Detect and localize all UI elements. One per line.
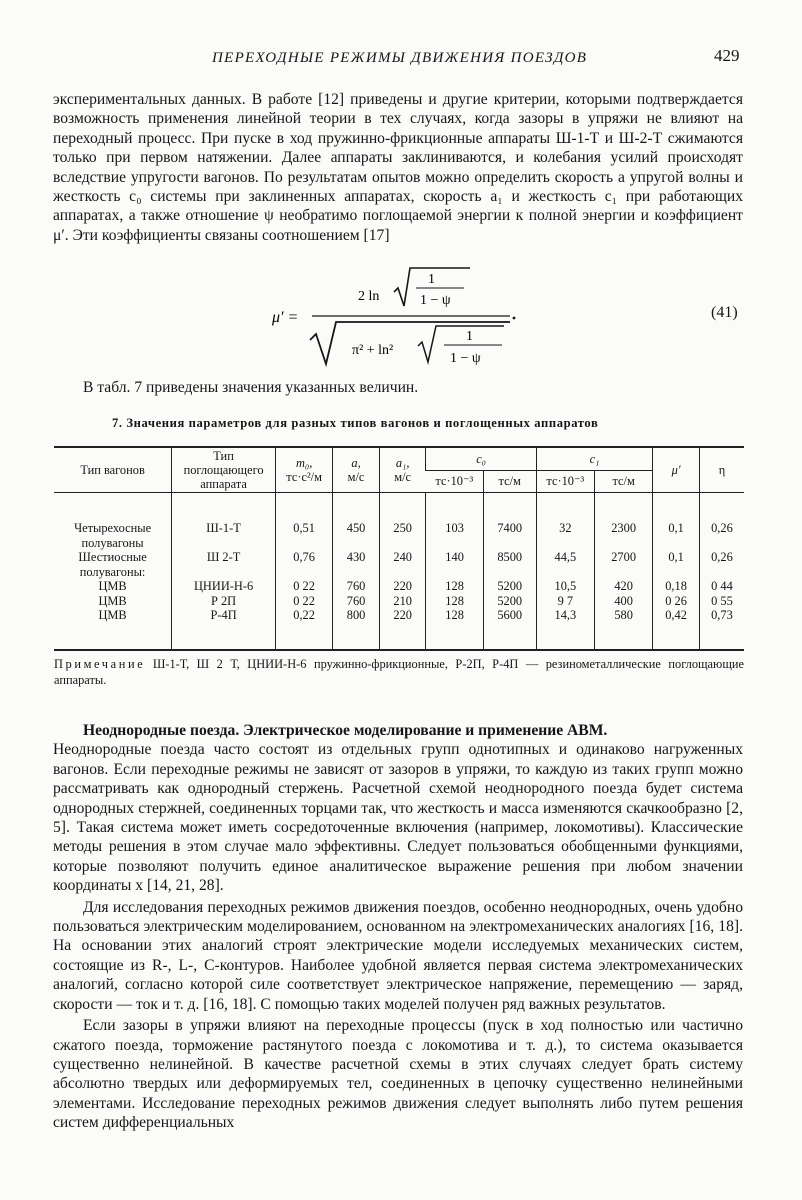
cell-a1: 220 <box>379 608 426 650</box>
cell-mu: 0 26 <box>653 594 700 609</box>
header-c0-symbol: c₀ <box>476 451 486 466</box>
cell-c0b: 8500 <box>483 550 536 579</box>
cell-c1a: 9 7 <box>536 594 594 609</box>
note-label: Примечание <box>54 657 146 671</box>
cell-a1: 210 <box>379 594 426 609</box>
cell-a: 430 <box>333 550 380 579</box>
header-m0-symbol: m₀, <box>295 456 313 470</box>
page-header <box>0 46 802 72</box>
cell-eta: 0,26 <box>699 550 744 579</box>
cell-m0: 0,22 <box>276 608 333 650</box>
cell-absorber: Ш-1-Т <box>172 493 276 551</box>
header-a-unit: м/с <box>347 470 365 484</box>
table-intro-paragraph <box>53 378 743 397</box>
header-row-top <box>54 447 744 470</box>
header-c0-unit-2: тс/м <box>483 470 536 492</box>
cell-eta: 0,73 <box>699 608 744 650</box>
section-heading: Неоднородные поезда. Электрическое моделирование и применение АВМ. <box>83 722 608 739</box>
cell-c0b: 5200 <box>483 594 536 609</box>
header-a1 <box>379 447 426 493</box>
header-a <box>333 447 380 493</box>
header-a-symbol: a, <box>351 456 361 470</box>
cell-c0a: 128 <box>426 594 483 609</box>
cell-a1: 220 <box>379 579 426 594</box>
cell-wagon: ЦМВ <box>98 579 127 593</box>
cell-c1a: 10,5 <box>536 579 594 594</box>
intro-paragraph <box>53 90 743 245</box>
denominator-pi-sq-plus: π² + ln² <box>352 343 394 358</box>
cell-eta: 0,26 <box>699 493 744 551</box>
header-eta: η <box>699 447 744 493</box>
cell-m0: 0 22 <box>276 594 333 609</box>
cell-wagon: ЦМВ <box>98 608 127 622</box>
cell-a1: 250 <box>379 493 426 551</box>
header-c0-unit-1: тс·10⁻³ <box>426 470 483 492</box>
cell-eta: 0 55 <box>699 594 744 609</box>
cell-mu: 0,1 <box>653 550 700 579</box>
cell-m0: 0,51 <box>276 493 333 551</box>
table-row <box>54 550 744 579</box>
table-row <box>54 594 744 609</box>
cell-c0a: 103 <box>426 493 483 551</box>
header-absorber-type: Тип поглощающего аппарата <box>172 447 276 493</box>
cell-c1b: 2700 <box>594 550 652 579</box>
header-a1-unit: м/с <box>394 470 412 484</box>
cell-absorber: ЦНИИ-Н-6 <box>172 579 276 594</box>
formula-lhs: μ′ = <box>272 309 299 326</box>
cell-c0b: 7400 <box>483 493 536 551</box>
denominator-one-minus-psi: 1 − ψ <box>450 351 481 366</box>
cell-mu: 0,42 <box>653 608 700 650</box>
cell-a: 760 <box>333 594 380 609</box>
header-mu <box>653 447 700 493</box>
header-m0 <box>276 447 333 493</box>
cell-wagon: Четырехосные полувагоны <box>74 521 152 550</box>
cell-m0: 0 22 <box>276 579 333 594</box>
cell-a: 800 <box>333 608 380 650</box>
header-c1-unit-1: тс·10⁻³ <box>536 470 594 492</box>
cell-c1a: 44,5 <box>536 550 594 579</box>
cell-c0a: 128 <box>426 579 483 594</box>
cell-eta: 0 44 <box>699 579 744 594</box>
table-row <box>54 493 744 551</box>
cell-a: 760 <box>333 579 380 594</box>
header-c0 <box>426 447 536 470</box>
section-body <box>53 721 743 1133</box>
cell-c0a: 128 <box>426 608 483 650</box>
cell-c1b: 2300 <box>594 493 652 551</box>
running-title: ПЕРЕХОДНЫЕ РЕЖИМЫ ДВИЖЕНИЯ ПОЕЗДОВ <box>212 50 588 66</box>
cell-m0: 0,76 <box>276 550 333 579</box>
header-c1-symbol: c₁ <box>589 451 600 466</box>
header-c1-unit-2: тс/м <box>594 470 652 492</box>
parameters-table <box>54 446 744 651</box>
cell-wagon: Шестиосные полувагоны: <box>78 550 147 579</box>
cell-absorber: Р 2П <box>172 594 276 609</box>
table-caption: 7. Значения параметров для разных типов вагонов и поглощенных аппаратов <box>112 416 599 430</box>
numerator-one-minus-psi: 1 − ψ <box>420 293 451 308</box>
cell-wagon: ЦМВ <box>98 593 127 608</box>
table-note <box>54 657 744 688</box>
formula-41 <box>270 262 530 374</box>
cell-mu: 0,18 <box>653 579 700 594</box>
intro-text: экспериментальных данных. В работе [12] приведены и другие критерии, которыми подтверждается возможность применения линейной теории в тех случаях, когда зазоры в упряжи не влияют на переходный процесс. При пуске в ход пружинно-фрикционные аппараты Ш-1-Т и Ш-2-Т сжимаются только при первом натяжении. Далее аппараты заклиниваются, и колебания усилий происходят вследствие упругости вагонов. По результатам опытов можно определить скорость a упругой волны и жесткость c₀ системы при заклиненных аппаратах, скорость a₁ и жесткость c₁ при работающих аппаратах, а также отношение ψ необратимо поглощаемой энергии к полной энергии и коэффициент μ′. Эти коэффициенты связаны соотношением [17] <box>53 91 743 244</box>
cell-c1b: 400 <box>594 594 652 609</box>
cell-c1b: 420 <box>594 579 652 594</box>
numerator-one: 1 <box>428 272 435 287</box>
cell-absorber: Р-4П <box>172 608 276 650</box>
table-row <box>54 579 744 594</box>
cell-a1: 240 <box>379 550 426 579</box>
cell-c0b: 5200 <box>483 579 536 594</box>
cell-c1a: 14,3 <box>536 608 594 650</box>
table-row <box>54 608 744 650</box>
cell-mu: 0,1 <box>653 493 700 551</box>
equation-number: (41) <box>711 304 738 321</box>
table-intro-text: В табл. 7 приведены значения указанных величин. <box>83 379 419 396</box>
denominator-one: 1 <box>466 329 473 344</box>
formula-period <box>513 317 516 320</box>
cell-c1a: 32 <box>536 493 594 551</box>
page-number: 429 <box>714 46 740 65</box>
header-m0-unit: тс·с²/м <box>286 470 322 484</box>
cell-absorber: Ш 2-Т <box>172 550 276 579</box>
note-text: Ш-1-Т, Ш 2 Т, ЦНИИ-Н-6 пружинно-фрикционные, Р-2П, Р-4П — резинометаллические поглощающие аппараты. <box>54 657 744 687</box>
header-a1-symbol: a₁, <box>395 456 410 470</box>
header-c1 <box>536 447 653 470</box>
cell-c1b: 580 <box>594 608 652 650</box>
section-paragraph-2: Для исследования переходных режимов движения поездов, особенно неоднородных, очень удобно пользоваться электрическим моделированием, основанном на электромеханических аналогиях [16, 18]. На основании этих аналогий строят электрические модели исследуемых механических систем, состоящие из R-, L-, C-контуров. Наиболее удобной является первая система электромеханических аналогий, согласно которой силе соответствует электрическое напряжение, перемещению — заряд, скорости — ток и т. д. [16, 18]. С помощью таких моделей получен ряд важных результатов. <box>53 898 743 1013</box>
cell-a: 450 <box>333 493 380 551</box>
header-wagon-type: Тип вагонов <box>54 447 172 493</box>
header-mu-symbol: μ′ <box>671 463 681 477</box>
cell-c0b: 5600 <box>483 608 536 650</box>
section-paragraph-3: Если зазоры в упряжи влияют на переходные процессы (пуск в ход полностью или частично сжатого поезда, торможение растянутого поезда с локомотива и т. д.), то система оказывается существенно нелинейной. В качестве расчетной схемы в этих случаях следует брать систему абсолютно твердых или деформируемых тел, соединенных в цепочку существенно нелинейными элементами. Исследование переходных режимов движения следует выполнять либо путем решения систем дифференциальных <box>53 1017 743 1132</box>
cell-c0a: 140 <box>426 550 483 579</box>
section-paragraph-1: Неоднородные поезда часто состоят из отдельных групп однотипных и одинаково нагруженных вагонов. Если переходные режимы не зависят от зазоров в упряжи, то каждую из таких групп можно рассматривать как однородный стержень. Расчетной схемой неоднородного поезда будет система однородных стержней, соединенных торцами так, что жесткость и масса изменяются скачкообразно [2, 5]. Такая система может иметь сосредоточенные включения (например, локомотивы). Классические методы решения в этом случае мало эффективны. Следует пользоваться обобщенными функциями, которые позволяют получить единое аналитическое выражение решения при любом значении координаты x [14, 21, 28]. <box>53 741 743 895</box>
formula-numerator-coef: 2 ln <box>358 289 380 304</box>
